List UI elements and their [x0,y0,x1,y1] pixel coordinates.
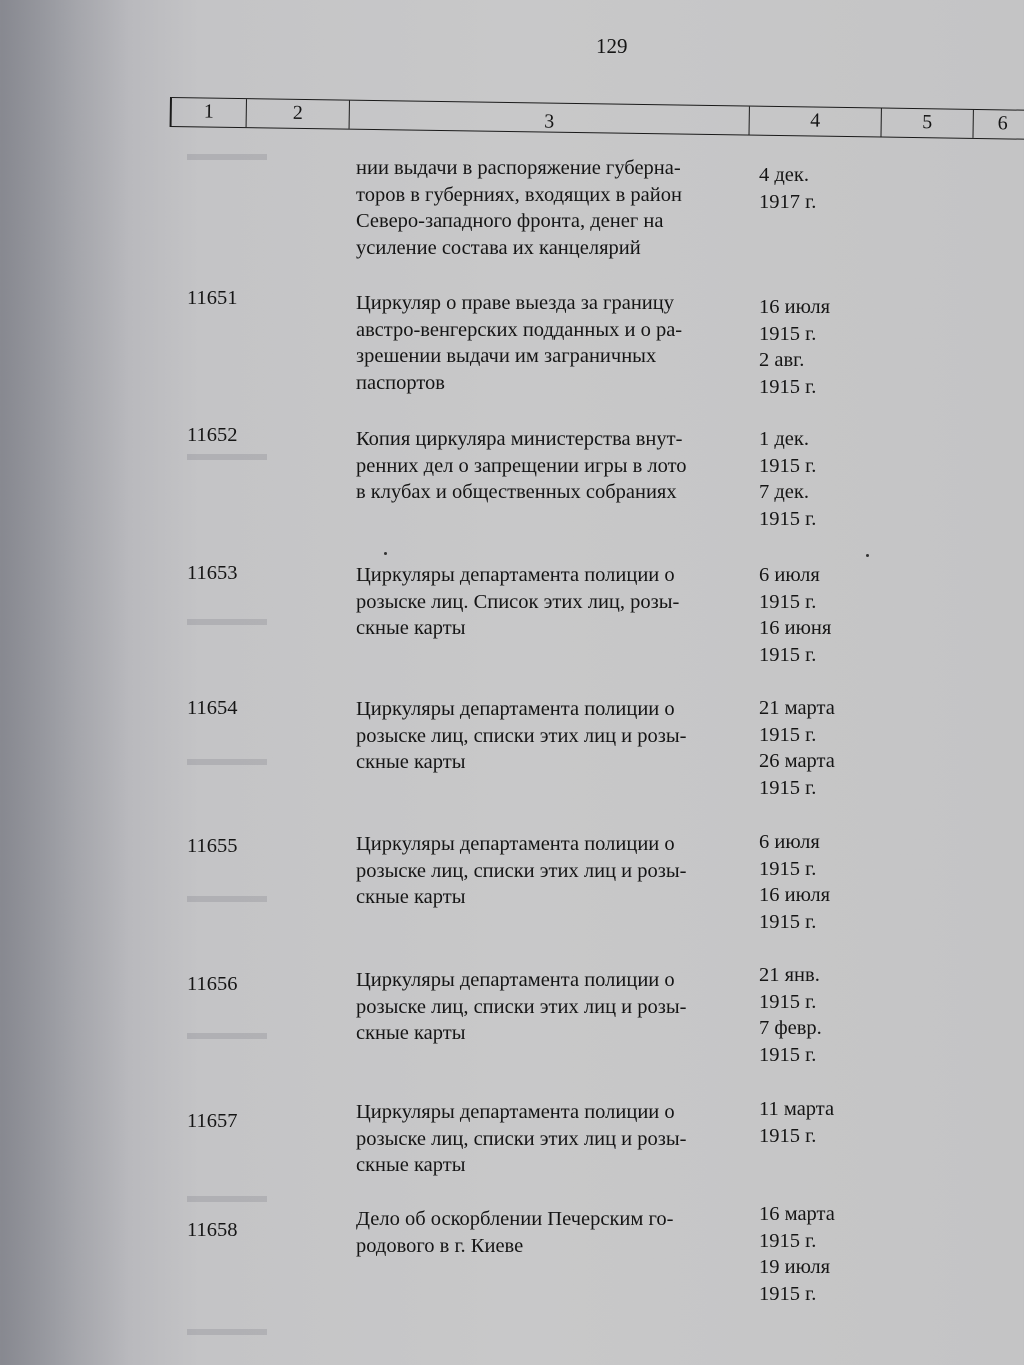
bleed-through-text: ▬▬▬▬ [187,885,267,907]
entry-number: 11653 [187,562,238,584]
entry-description: Циркуляры департамента полиции о розыске лиц, списки этих лиц и розы- скные карты [356,969,687,1044]
entry-number: 11652 [187,424,238,446]
entry-description: Циркуляры департамента полиции о розыске лиц, списки этих лиц и розы- скные карты [356,833,687,908]
header-col-1: 1 [172,98,247,127]
speck [384,552,387,555]
entry-description: Дело об оскорблении Печерским го- родового в г. Киеве [356,1208,674,1257]
entry-description: Копия циркуляра министерства внут- ренних дел о запрещении игры в лото в клубах и общественных собраниях [356,428,687,503]
bleed-through-text: ▬▬▬▬ [187,608,267,630]
entry-number: 11655 [187,835,238,857]
entry-number: 11658 [187,1219,238,1241]
entry-number: 11657 [187,1110,238,1132]
bleed-through-text: ▬▬▬▬ [187,1022,267,1044]
entry-description: Циркуляры департамента полиции о розыске лиц. Список этих лиц, розы- скные карты [356,564,680,639]
entry-dates: 16 марта 1915 г. 19 июля 1915 г. [759,1203,835,1305]
entry-number: 11654 [187,697,238,719]
page-number: 129 [596,34,628,58]
entry-description: Циркуляр о праве выезда за границу австро-венгерских подданных и о ра- зрешении выдачи им заграничных паспортов [356,292,683,394]
speck [866,554,869,557]
bleed-through-text: ▬▬▬▬ [187,443,267,465]
entry-dates: 21 янв. 1915 г. 7 февр. 1915 г. [759,964,822,1066]
bleed-through-text: ▬▬▬▬ [187,1185,267,1207]
bleed-through-text: ▬▬▬▬ [187,748,267,770]
bleed-through-text: ▬▬▬▬ [187,143,267,165]
header-col-3: 3 [350,101,750,135]
entry-dates: 4 дек. 1917 г. [759,164,817,213]
book-spine-shadow [0,0,128,1365]
header-col-4: 4 [750,107,882,137]
entry-dates: 6 июля 1915 г. 16 июня 1915 г. [759,564,832,666]
entry-description: Циркуляры департамента полиции о розыске лиц, списки этих лиц и розы- скные карты [356,1101,687,1176]
bleed-through-text: ▬▬▬▬ [187,1318,267,1340]
entry-description: нии выдачи в распоряжение губерна- торов в губерниях, входящих в район Северо-западного фронта, денег на усиление состава их канцелярий [356,157,682,259]
entry-dates: 21 марта 1915 г. 26 марта 1915 г. [759,697,835,799]
entry-dates: 1 дек. 1915 г. 7 дек. 1915 г. [759,428,817,530]
header-col-5: 5 [881,109,973,138]
header-col-6: 6 [997,112,1008,135]
entry-dates: 6 июля 1915 г. 16 июля 1915 г. [759,831,831,933]
entry-description: Циркуляры департамента полиции о розыске лиц, списки этих лиц и розы- скные карты [356,698,687,773]
entry-number: 11656 [187,973,238,995]
entry-dates: 16 июля 1915 г. 2 авг. 1915 г. [759,296,831,398]
entry-number: 11651 [187,287,238,309]
entry-dates: 11 марта 1915 г. [759,1098,835,1147]
header-col-2: 2 [247,99,350,129]
table-header-row [170,97,1024,140]
